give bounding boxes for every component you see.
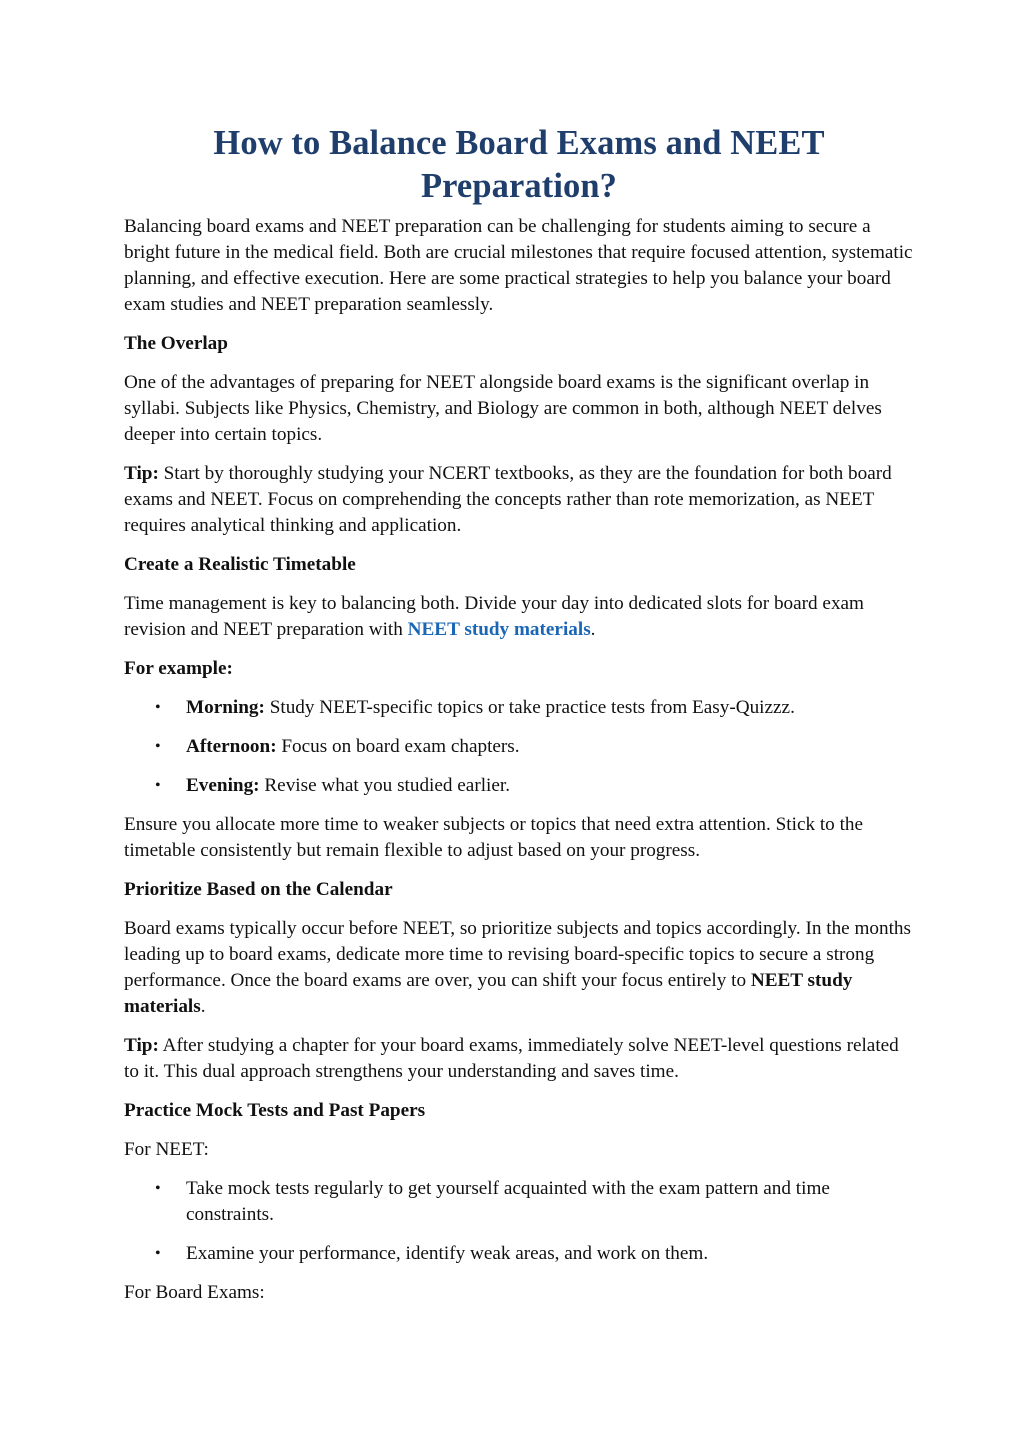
title-line-2: Preparation? bbox=[420, 167, 618, 205]
document-title bbox=[124, 122, 914, 208]
overlap-heading: The Overlap bbox=[124, 333, 228, 354]
bullet-icon: • bbox=[155, 738, 161, 755]
list-item bbox=[124, 773, 914, 799]
intro-paragraph: Balancing board exams and NEET preparation can be challenging for students aiming to secure a bright future in the medical field. Both are crucial milestones that require focused attention, systematic planning, and effective execution. Here are some practical strategies to help you balance your board exam studies and NEET preparation seamlessly. bbox=[124, 216, 913, 315]
calendar-bold: NEET study materials bbox=[124, 970, 853, 1017]
item-text: Revise what you studied earlier. bbox=[259, 775, 511, 796]
bullet-icon: • bbox=[155, 699, 161, 716]
calendar-paragraph bbox=[124, 916, 914, 1020]
title-line-1: How to Balance Board Exams and NEET bbox=[213, 124, 825, 162]
list-item bbox=[124, 695, 914, 721]
item-label: Evening: bbox=[186, 775, 260, 796]
neet-list bbox=[124, 1176, 914, 1267]
tip-text: Start by thoroughly studying your NCERT textbooks, as they are the foundation for both board exams and NEET. Focus on comprehending the concepts rather than rote memorization, as NEET requires analytical thinking and application. bbox=[124, 463, 892, 536]
timetable-paragraph bbox=[124, 591, 914, 643]
neet-label: For NEET: bbox=[124, 1139, 209, 1160]
item-text: Examine your performance, identify weak areas, and work on them. bbox=[186, 1243, 709, 1264]
calendar-heading: Prioritize Based on the Calendar bbox=[124, 879, 393, 900]
tip-label: Tip: bbox=[124, 1035, 159, 1056]
item-text: Study NEET-specific topics or take practice tests from Easy-Quizzz. bbox=[264, 697, 795, 718]
timetable-heading: Create a Realistic Timetable bbox=[124, 554, 356, 575]
board-label: For Board Exams: bbox=[124, 1282, 265, 1303]
tip-label: Tip: bbox=[124, 463, 159, 484]
bullet-icon: • bbox=[155, 1245, 161, 1262]
bullet-icon: • bbox=[155, 1180, 161, 1197]
neet-study-materials-link[interactable]: NEET study materials bbox=[407, 619, 591, 640]
item-text: Take mock tests regularly to get yourself acquainted with the exam pattern and time constraints. bbox=[186, 1178, 830, 1225]
timetable-text-end: . bbox=[590, 619, 596, 640]
item-text: Focus on board exam chapters. bbox=[276, 736, 520, 757]
mock-heading: Practice Mock Tests and Past Papers bbox=[124, 1100, 426, 1121]
tip-text: After studying a chapter for your board exams, immediately solve NEET-level questions related to it. This dual approach strengthens your understanding and saves time. bbox=[124, 1035, 899, 1082]
calendar-text: Board exams typically occur before NEET, so prioritize subjects and topics accordingly. In the months leading up to board exams, dedicate more time to revising board-specific topics to secure a strong performance. Once the board exams are over, you can shift your focus entirely to bbox=[124, 918, 911, 991]
calendar-text-end: . bbox=[200, 996, 206, 1017]
list-item bbox=[124, 1176, 914, 1228]
document-page bbox=[124, 122, 914, 1306]
timetable-closing: Ensure you allocate more time to weaker subjects or topics that need extra attention. Stick to the timetable consistently but remain flexible to adjust based on your progress. bbox=[124, 814, 864, 861]
timetable-text: Time management is key to balancing both. Divide your day into dedicated slots for board exam revision and NEET preparation with bbox=[124, 593, 864, 640]
example-label: For example: bbox=[124, 658, 233, 679]
overlap-tip bbox=[124, 461, 914, 539]
bullet-icon: • bbox=[155, 777, 161, 794]
list-item bbox=[124, 734, 914, 760]
item-label: Morning: bbox=[186, 697, 265, 718]
overlap-paragraph: One of the advantages of preparing for NEET alongside board exams is the significant overlap in syllabi. Subjects like Physics, Chemistry, and Biology are common in both, although NEET delves deeper into certain topics. bbox=[124, 372, 882, 445]
calendar-tip bbox=[124, 1033, 914, 1085]
list-item bbox=[124, 1241, 914, 1267]
schedule-list bbox=[124, 695, 914, 799]
item-label: Afternoon: bbox=[186, 736, 277, 757]
